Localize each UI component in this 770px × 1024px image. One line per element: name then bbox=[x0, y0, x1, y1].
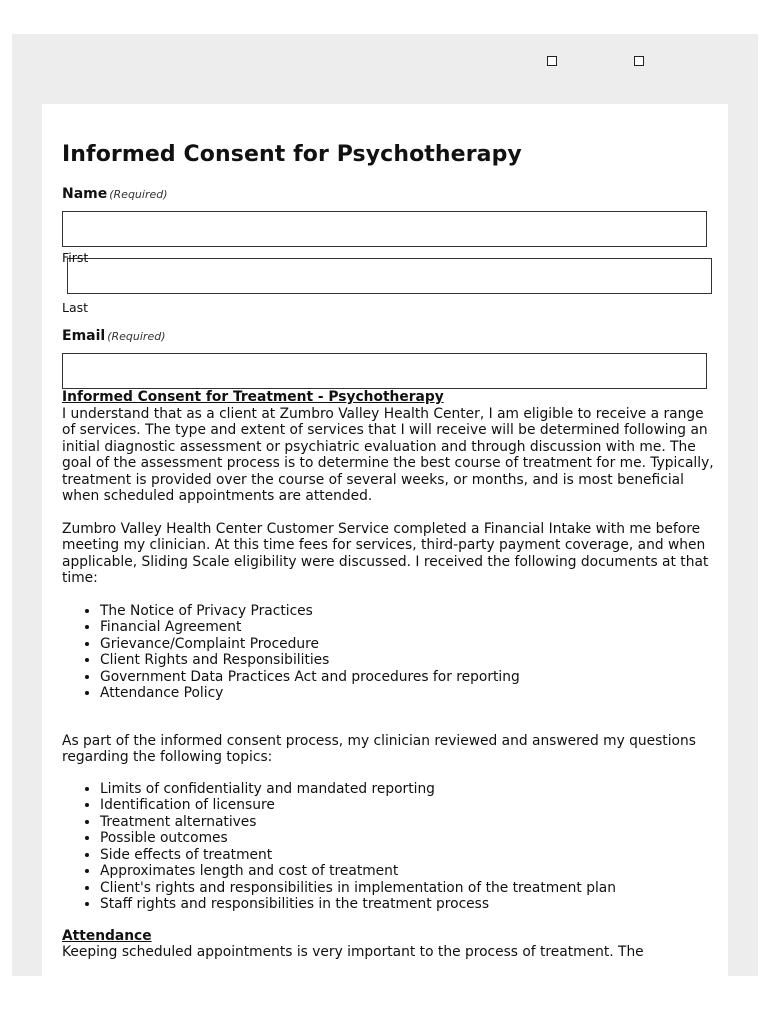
checkbox-icon[interactable] bbox=[547, 56, 557, 66]
consent-paragraph: Zumbro Valley Health Center Customer Service completed a Financial Intake with me before meeting my clinician. At this time fees for services, third-party payment coverage, and when applicable, Sliding Scale eligibility were discussed. I received the following documents at that time: bbox=[62, 520, 709, 586]
page-frame bbox=[12, 34, 758, 976]
list-item: • Client's rights and responsibilities in implementation of the treatment plan bbox=[100, 880, 714, 897]
topics-list bbox=[62, 781, 714, 913]
page-title: Informed Consent for Psychotherapy bbox=[62, 142, 522, 167]
list-item: • Treatment alternatives bbox=[100, 814, 714, 831]
list-item: • Financial Agreement bbox=[100, 619, 714, 636]
form-card bbox=[42, 104, 728, 976]
last-name-input[interactable] bbox=[67, 258, 712, 294]
list-item: • Government Data Practices Act and procedures for reporting bbox=[100, 669, 714, 686]
attendance-paragraph: Keeping scheduled appointments is very important to the process of treatment. The bbox=[62, 944, 644, 960]
email-input[interactable] bbox=[62, 353, 707, 389]
list-item: • Staff rights and responsibilities in the treatment process bbox=[100, 896, 714, 913]
list-item: • Grievance/Complaint Procedure bbox=[100, 636, 714, 653]
first-name-input[interactable] bbox=[62, 211, 707, 247]
list-item: • Side effects of treatment bbox=[100, 847, 714, 864]
list-item: • The Notice of Privacy Practices bbox=[100, 603, 714, 620]
last-name-sublabel: Last bbox=[62, 300, 89, 315]
email-label bbox=[62, 326, 714, 347]
checkbox-icon[interactable] bbox=[634, 56, 644, 66]
list-item: • Possible outcomes bbox=[100, 830, 714, 847]
form-content bbox=[62, 140, 714, 961]
consent-paragraph: I understand that as a client at Zumbro Valley Health Center, I am eligible to receive a range of services. The type and extent of services that I will receive will be determined following an initial diagnostic assessment or psychiatric evaluation and through discussion with me. The goal of the assessment process is to determine the best course of treatment for me. Typically, treatment is provided over the course of several weeks, or months, and is most beneficial when scheduled appointments are attended. bbox=[62, 405, 714, 504]
required-note: (Required) bbox=[109, 188, 168, 201]
first-name-sublabel: First bbox=[62, 250, 89, 265]
list-item: • Client Rights and Responsibilities bbox=[100, 652, 714, 669]
required-note: (Required) bbox=[107, 330, 166, 343]
list-item: • Limits of confidentiality and mandated reporting bbox=[100, 781, 714, 798]
email-label-text: Email bbox=[62, 328, 106, 344]
attendance-title: Attendance bbox=[62, 927, 152, 944]
list-item: • Attendance Policy bbox=[100, 685, 714, 702]
consent-section-title: Informed Consent for Treatment - Psychotherapy bbox=[62, 389, 444, 405]
documents-list bbox=[62, 603, 714, 702]
consent-paragraph: As part of the informed consent process, my clinician reviewed and answered my questions regarding the following topics: bbox=[62, 732, 696, 765]
name-label bbox=[62, 184, 714, 205]
name-label-text: Name bbox=[62, 186, 108, 202]
list-item: • Approximates length and cost of treatment bbox=[100, 863, 714, 880]
list-item: • Identification of licensure bbox=[100, 797, 714, 814]
consent-section bbox=[62, 389, 714, 961]
